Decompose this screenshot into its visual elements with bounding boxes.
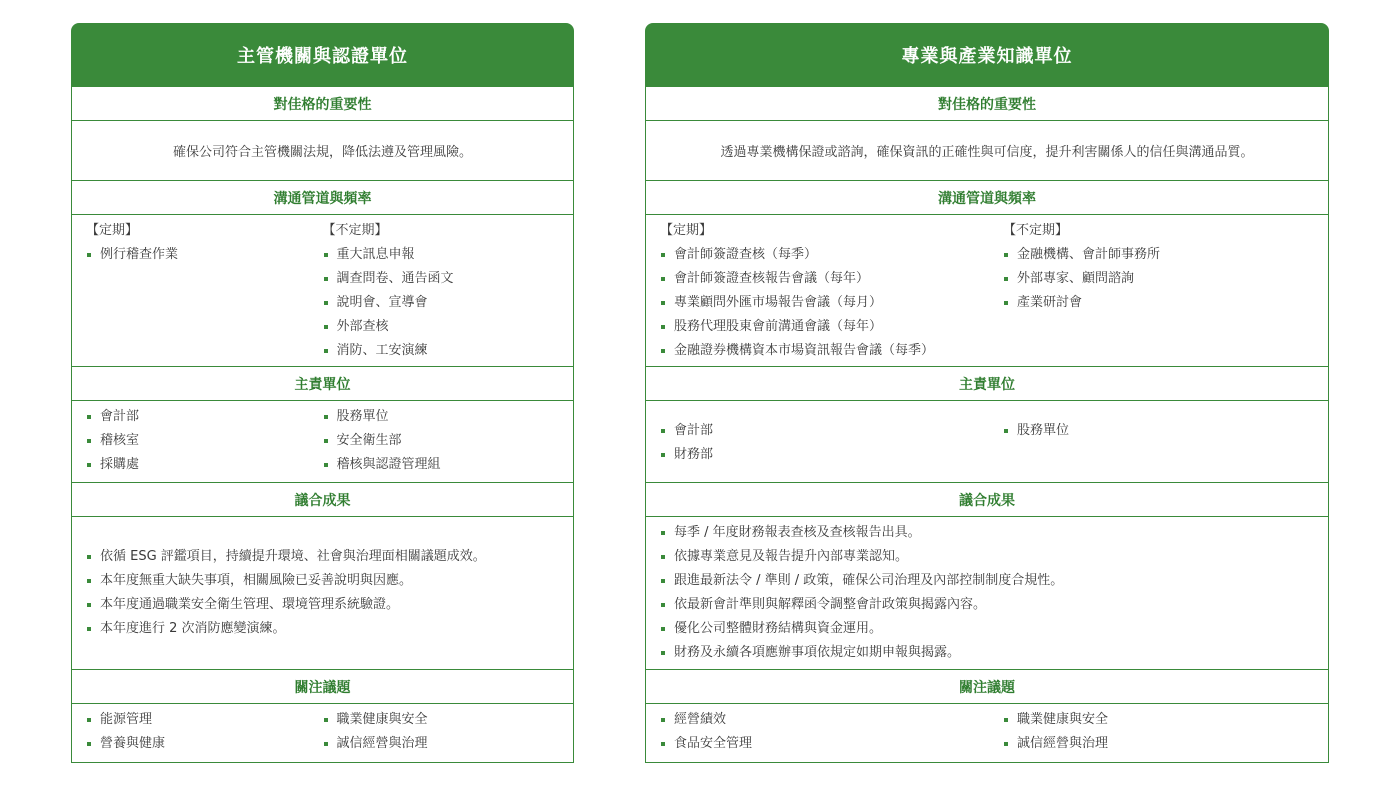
card-title: 主管機關與認證單位 xyxy=(71,23,574,87)
unit-list xyxy=(1003,419,1314,443)
unit-list xyxy=(86,405,323,477)
regular-list xyxy=(86,243,323,267)
list-item: 股務代理股東會前溝通會議（每年） xyxy=(660,315,1003,339)
results-title: 議合成果 xyxy=(72,483,573,517)
unit-list xyxy=(660,419,1003,467)
list-item: 優化公司整體財務結構與資金運用。 xyxy=(660,617,1063,641)
list-item: 誠信經營與治理 xyxy=(1003,732,1314,756)
irregular-list xyxy=(323,243,560,363)
topics-column-1 xyxy=(660,708,1003,758)
list-item: 稽核與認證管理組 xyxy=(323,453,560,477)
irregular-list xyxy=(1003,243,1314,315)
topics-column-2 xyxy=(1003,708,1314,758)
topics-title: 關注議題 xyxy=(72,670,573,704)
list-item: 會計部 xyxy=(660,419,1003,443)
list-item: 會計部 xyxy=(86,405,323,429)
results-title: 議合成果 xyxy=(646,483,1328,517)
topics-body xyxy=(72,704,573,762)
results-list xyxy=(660,521,1063,665)
irregular-column xyxy=(323,219,560,362)
unit-body xyxy=(646,401,1328,483)
topics-list xyxy=(86,708,323,756)
importance-text: 確保公司符合主管機關法規，降低法遵及管理風險。 xyxy=(72,121,573,181)
unit-column-1 xyxy=(86,405,323,478)
topics-column-1 xyxy=(86,708,323,758)
list-item: 食品安全管理 xyxy=(660,732,1003,756)
irregular-label: 【不定期】 xyxy=(322,223,388,238)
list-item: 重大訊息申報 xyxy=(323,243,560,267)
list-item: 本年度通過職業安全衛生管理、環境管理系統驗證。 xyxy=(86,593,486,617)
list-item: 本年度進行 2 次消防應變演練。 xyxy=(86,617,486,641)
list-item: 經營績效 xyxy=(660,708,1003,732)
list-item: 會計師簽證查核（每季） xyxy=(660,243,1003,267)
list-item: 外部專家、顧問諮詢 xyxy=(1003,267,1314,291)
results-body xyxy=(646,517,1328,670)
list-item: 金融證券機構資本市場資訊報告會議（每季） xyxy=(660,339,1003,363)
unit-column-2 xyxy=(323,405,560,478)
unit-column-1 xyxy=(660,419,1003,467)
irregular-column xyxy=(1003,219,1314,362)
irregular-label: 【不定期】 xyxy=(1003,223,1069,238)
topics-body xyxy=(646,704,1328,762)
results-list xyxy=(86,545,486,641)
topics-list xyxy=(660,708,1003,756)
channels-body xyxy=(646,215,1328,367)
list-item: 採購處 xyxy=(86,453,323,477)
channels-title: 溝通管道與頻率 xyxy=(646,181,1328,215)
unit-list xyxy=(323,405,560,477)
card-professional xyxy=(645,23,1329,763)
topics-list xyxy=(323,708,560,756)
list-item: 金融機構、會計師事務所 xyxy=(1003,243,1314,267)
unit-title: 主責單位 xyxy=(72,367,573,401)
topics-title: 關注議題 xyxy=(646,670,1328,704)
regular-label: 【定期】 xyxy=(86,223,139,238)
list-item: 外部查核 xyxy=(323,315,560,339)
importance-text: 透過專業機構保證或諮詢，確保資訊的正確性與可信度，提升利害關係人的信任與溝通品質。 xyxy=(646,121,1328,181)
list-item: 依據專業意見及報告提升內部專業認知。 xyxy=(660,545,1063,569)
list-item: 安全衛生部 xyxy=(323,429,560,453)
card-title: 專業與產業知識單位 xyxy=(645,23,1329,87)
list-item: 能源管理 xyxy=(86,708,323,732)
list-item: 本年度無重大缺失事項，相關風險已妥善說明與因應。 xyxy=(86,569,486,593)
list-item: 職業健康與安全 xyxy=(1003,708,1314,732)
list-item: 會計師簽證查核報告會議（每年） xyxy=(660,267,1003,291)
regular-list xyxy=(660,243,1003,363)
unit-title: 主責單位 xyxy=(646,367,1328,401)
list-item: 依最新會計準則與解釋函令調整會計政策與揭露內容。 xyxy=(660,593,1063,617)
list-item: 消防、工安演練 xyxy=(323,339,560,363)
unit-body xyxy=(72,401,573,483)
list-item: 專業顧問外匯市場報告會議（每月） xyxy=(660,291,1003,315)
topics-column-2 xyxy=(323,708,560,758)
topics-list xyxy=(1003,708,1314,756)
list-item: 稽核室 xyxy=(86,429,323,453)
list-item: 職業健康與安全 xyxy=(323,708,560,732)
card-body xyxy=(71,87,574,763)
list-item: 財務及永續各項應辦事項依規定如期申報與揭露。 xyxy=(660,641,1063,665)
list-item: 說明會、宣導會 xyxy=(323,291,560,315)
list-item: 例行稽查作業 xyxy=(86,243,323,267)
list-item: 產業研討會 xyxy=(1003,291,1314,315)
regular-label: 【定期】 xyxy=(660,223,713,238)
list-item: 營養與健康 xyxy=(86,732,323,756)
card-body xyxy=(645,87,1329,763)
importance-title: 對佳格的重要性 xyxy=(72,87,573,121)
channels-body xyxy=(72,215,573,367)
list-item: 每季 / 年度財務報表查核及查核報告出具。 xyxy=(660,521,1063,545)
list-item: 股務單位 xyxy=(1003,419,1314,443)
channels-title: 溝通管道與頻率 xyxy=(72,181,573,215)
results-body xyxy=(72,517,573,670)
regular-column xyxy=(660,219,1003,362)
list-item: 調查問卷、通告函文 xyxy=(323,267,560,291)
list-item: 誠信經營與治理 xyxy=(323,732,560,756)
importance-title: 對佳格的重要性 xyxy=(646,87,1328,121)
regular-column xyxy=(86,219,323,362)
card-regulators xyxy=(71,23,574,763)
list-item: 財務部 xyxy=(660,443,1003,467)
unit-column-2 xyxy=(1003,419,1314,443)
list-item: 跟進最新法令 / 準則 / 政策，確保公司治理及內部控制制度合規性。 xyxy=(660,569,1063,593)
list-item: 股務單位 xyxy=(323,405,560,429)
list-item: 依循 ESG 評鑑項目，持續提升環境、社會與治理面相關議題成效。 xyxy=(86,545,486,569)
